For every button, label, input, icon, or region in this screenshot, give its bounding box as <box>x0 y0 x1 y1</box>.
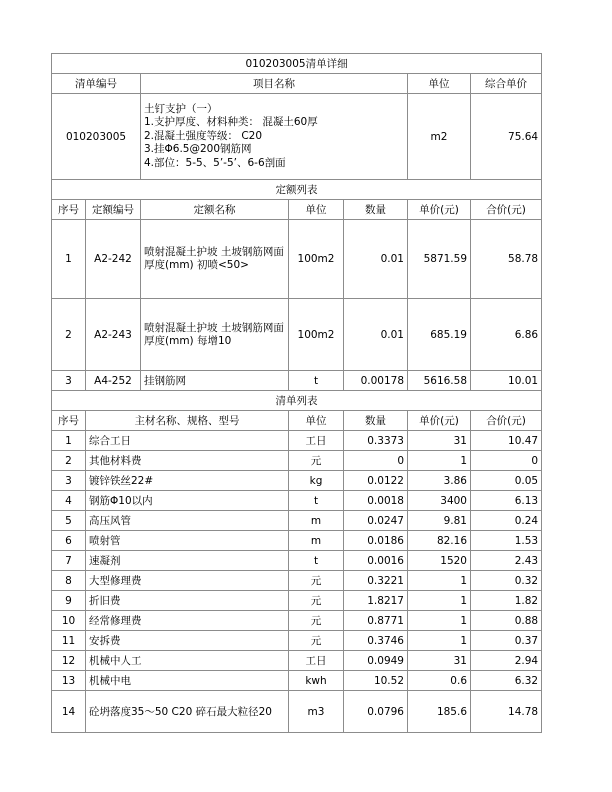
material-qty: 0.0122 <box>344 471 408 491</box>
material-qty: 0.0186 <box>344 531 408 551</box>
quota-code: A2-242 <box>86 220 141 299</box>
material-price: 0.6 <box>408 671 471 691</box>
material-total: 14.78 <box>471 691 542 733</box>
material-name: 安拆费 <box>86 631 289 651</box>
material-seq: 9 <box>52 591 86 611</box>
material-row <box>52 511 542 531</box>
material-unit: t <box>289 491 344 511</box>
material-price: 1 <box>408 591 471 611</box>
material-seq: 7 <box>52 551 86 571</box>
material-qty: 0.0018 <box>344 491 408 511</box>
material-total: 0.37 <box>471 631 542 651</box>
quota-price: 685.19 <box>408 299 471 371</box>
item-price: 75.64 <box>471 94 542 180</box>
material-qty: 0.0247 <box>344 511 408 531</box>
quota-header-unit: 单位 <box>289 200 344 220</box>
material-total: 10.47 <box>471 431 542 451</box>
material-qty: 0.3746 <box>344 631 408 651</box>
material-seq: 12 <box>52 651 86 671</box>
material-seq: 5 <box>52 511 86 531</box>
material-seq: 6 <box>52 531 86 551</box>
material-price: 9.81 <box>408 511 471 531</box>
material-row <box>52 611 542 631</box>
material-name: 高压风管 <box>86 511 289 531</box>
material-price: 31 <box>408 651 471 671</box>
material-qty: 1.8217 <box>344 591 408 611</box>
table-title: 010203005清单详细 <box>52 54 542 74</box>
material-total: 0.05 <box>471 471 542 491</box>
material-name: 速凝剂 <box>86 551 289 571</box>
material-name: 经常修理费 <box>86 611 289 631</box>
material-name: 折旧费 <box>86 591 289 611</box>
material-unit: 元 <box>289 571 344 591</box>
material-price: 82.16 <box>408 531 471 551</box>
quota-header-total: 合价(元) <box>471 200 542 220</box>
detail-table <box>51 53 542 733</box>
header-bill-code: 清单编号 <box>52 74 141 94</box>
material-qty: 0.0796 <box>344 691 408 733</box>
material-unit: kg <box>289 471 344 491</box>
material-header-seq: 序号 <box>52 411 86 431</box>
material-name: 机械中人工 <box>86 651 289 671</box>
quota-price: 5616.58 <box>408 371 471 391</box>
material-name: 镀锌铁丝22# <box>86 471 289 491</box>
material-price: 1 <box>408 611 471 631</box>
material-seq: 1 <box>52 431 86 451</box>
material-row <box>52 651 542 671</box>
material-unit: m <box>289 511 344 531</box>
quota-seq: 2 <box>52 299 86 371</box>
item-description: 土钉支护（一） 1.支护厚度、材料种类： 混凝土60厚 2.混凝土强度等级： C20 3.挂Φ6.5@200钢筋网 4.部位：5-5、5’-5’、6-6剖面 <box>141 94 408 180</box>
material-row <box>52 491 542 511</box>
material-header-total: 合价(元) <box>471 411 542 431</box>
material-unit: 工日 <box>289 431 344 451</box>
material-total: 1.82 <box>471 591 542 611</box>
material-seq: 14 <box>52 691 86 733</box>
material-row <box>52 631 542 651</box>
quota-price: 5871.59 <box>408 220 471 299</box>
material-price: 1520 <box>408 551 471 571</box>
material-seq: 4 <box>52 491 86 511</box>
quota-name: 挂钢筋网 <box>141 371 289 391</box>
material-total: 6.32 <box>471 671 542 691</box>
material-unit: m <box>289 531 344 551</box>
material-row <box>52 691 542 733</box>
material-header-qty: 数量 <box>344 411 408 431</box>
material-price: 1 <box>408 631 471 651</box>
quota-qty: 0.01 <box>344 299 408 371</box>
material-section-title: 清单列表 <box>52 391 542 411</box>
material-row <box>52 471 542 491</box>
quota-header-qty: 数量 <box>344 200 408 220</box>
material-qty: 0.3221 <box>344 571 408 591</box>
material-name: 综合工日 <box>86 431 289 451</box>
material-unit: m3 <box>289 691 344 733</box>
quota-header-code: 定额编号 <box>86 200 141 220</box>
quota-name: 喷射混凝土护坡 土坡钢筋网面 厚度(mm) 每增10 <box>141 299 289 371</box>
material-price: 1 <box>408 571 471 591</box>
material-row <box>52 551 542 571</box>
material-unit: 元 <box>289 611 344 631</box>
quota-unit: t <box>289 371 344 391</box>
material-row <box>52 671 542 691</box>
material-qty: 0.0016 <box>344 551 408 571</box>
material-name: 大型修理费 <box>86 571 289 591</box>
material-price: 185.6 <box>408 691 471 733</box>
header-unit: 单位 <box>408 74 471 94</box>
quota-unit: 100m2 <box>289 299 344 371</box>
material-total: 2.94 <box>471 651 542 671</box>
header-item-name: 项目名称 <box>141 74 408 94</box>
material-unit: 元 <box>289 451 344 471</box>
material-header-price: 单价(元) <box>408 411 471 431</box>
quota-section-title: 定额列表 <box>52 180 542 200</box>
quota-total: 6.86 <box>471 299 542 371</box>
material-qty: 10.52 <box>344 671 408 691</box>
material-total: 0.88 <box>471 611 542 631</box>
material-unit: 元 <box>289 631 344 651</box>
material-qty: 0 <box>344 451 408 471</box>
item-unit: m2 <box>408 94 471 180</box>
quota-row <box>52 220 542 299</box>
quota-qty: 0.01 <box>344 220 408 299</box>
material-unit: t <box>289 551 344 571</box>
material-row <box>52 571 542 591</box>
material-seq: 3 <box>52 471 86 491</box>
quota-name: 喷射混凝土护坡 土坡钢筋网面 厚度(mm) 初喷<50> <box>141 220 289 299</box>
quota-unit: 100m2 <box>289 220 344 299</box>
material-name: 机械中电 <box>86 671 289 691</box>
material-name: 喷射管 <box>86 531 289 551</box>
material-total: 1.53 <box>471 531 542 551</box>
material-total: 0.32 <box>471 571 542 591</box>
quota-header-seq: 序号 <box>52 200 86 220</box>
quota-code: A4-252 <box>86 371 141 391</box>
material-seq: 10 <box>52 611 86 631</box>
material-total: 0 <box>471 451 542 471</box>
material-price: 3.86 <box>408 471 471 491</box>
material-unit: 工日 <box>289 651 344 671</box>
material-row <box>52 591 542 611</box>
material-price: 1 <box>408 451 471 471</box>
quota-row <box>52 299 542 371</box>
material-name: 其他材料费 <box>86 451 289 471</box>
material-total: 0.24 <box>471 511 542 531</box>
quota-code: A2-243 <box>86 299 141 371</box>
material-qty: 0.0949 <box>344 651 408 671</box>
item-code: 010203005 <box>52 94 141 180</box>
material-unit: 元 <box>289 591 344 611</box>
material-row <box>52 531 542 551</box>
material-seq: 2 <box>52 451 86 471</box>
quota-seq: 3 <box>52 371 86 391</box>
material-unit: kwh <box>289 671 344 691</box>
material-seq: 13 <box>52 671 86 691</box>
material-total: 6.13 <box>471 491 542 511</box>
material-total: 2.43 <box>471 551 542 571</box>
material-qty: 0.3373 <box>344 431 408 451</box>
header-unit-price: 综合单价 <box>471 74 542 94</box>
quota-row <box>52 371 542 391</box>
material-price: 31 <box>408 431 471 451</box>
material-name: 钢筋Φ10以内 <box>86 491 289 511</box>
quota-qty: 0.00178 <box>344 371 408 391</box>
material-row <box>52 431 542 451</box>
material-row <box>52 451 542 471</box>
material-qty: 0.8771 <box>344 611 408 631</box>
material-price: 3400 <box>408 491 471 511</box>
quota-total: 10.01 <box>471 371 542 391</box>
quota-total: 58.78 <box>471 220 542 299</box>
material-header-unit: 单位 <box>289 411 344 431</box>
material-header-name: 主材名称、规格、型号 <box>86 411 289 431</box>
quota-header-name: 定额名称 <box>141 200 289 220</box>
quota-seq: 1 <box>52 220 86 299</box>
material-name: 砼坍落度35～50 C20 碎石最大粒径20 <box>86 691 289 733</box>
quota-header-price: 单价(元) <box>408 200 471 220</box>
material-seq: 11 <box>52 631 86 651</box>
material-seq: 8 <box>52 571 86 591</box>
